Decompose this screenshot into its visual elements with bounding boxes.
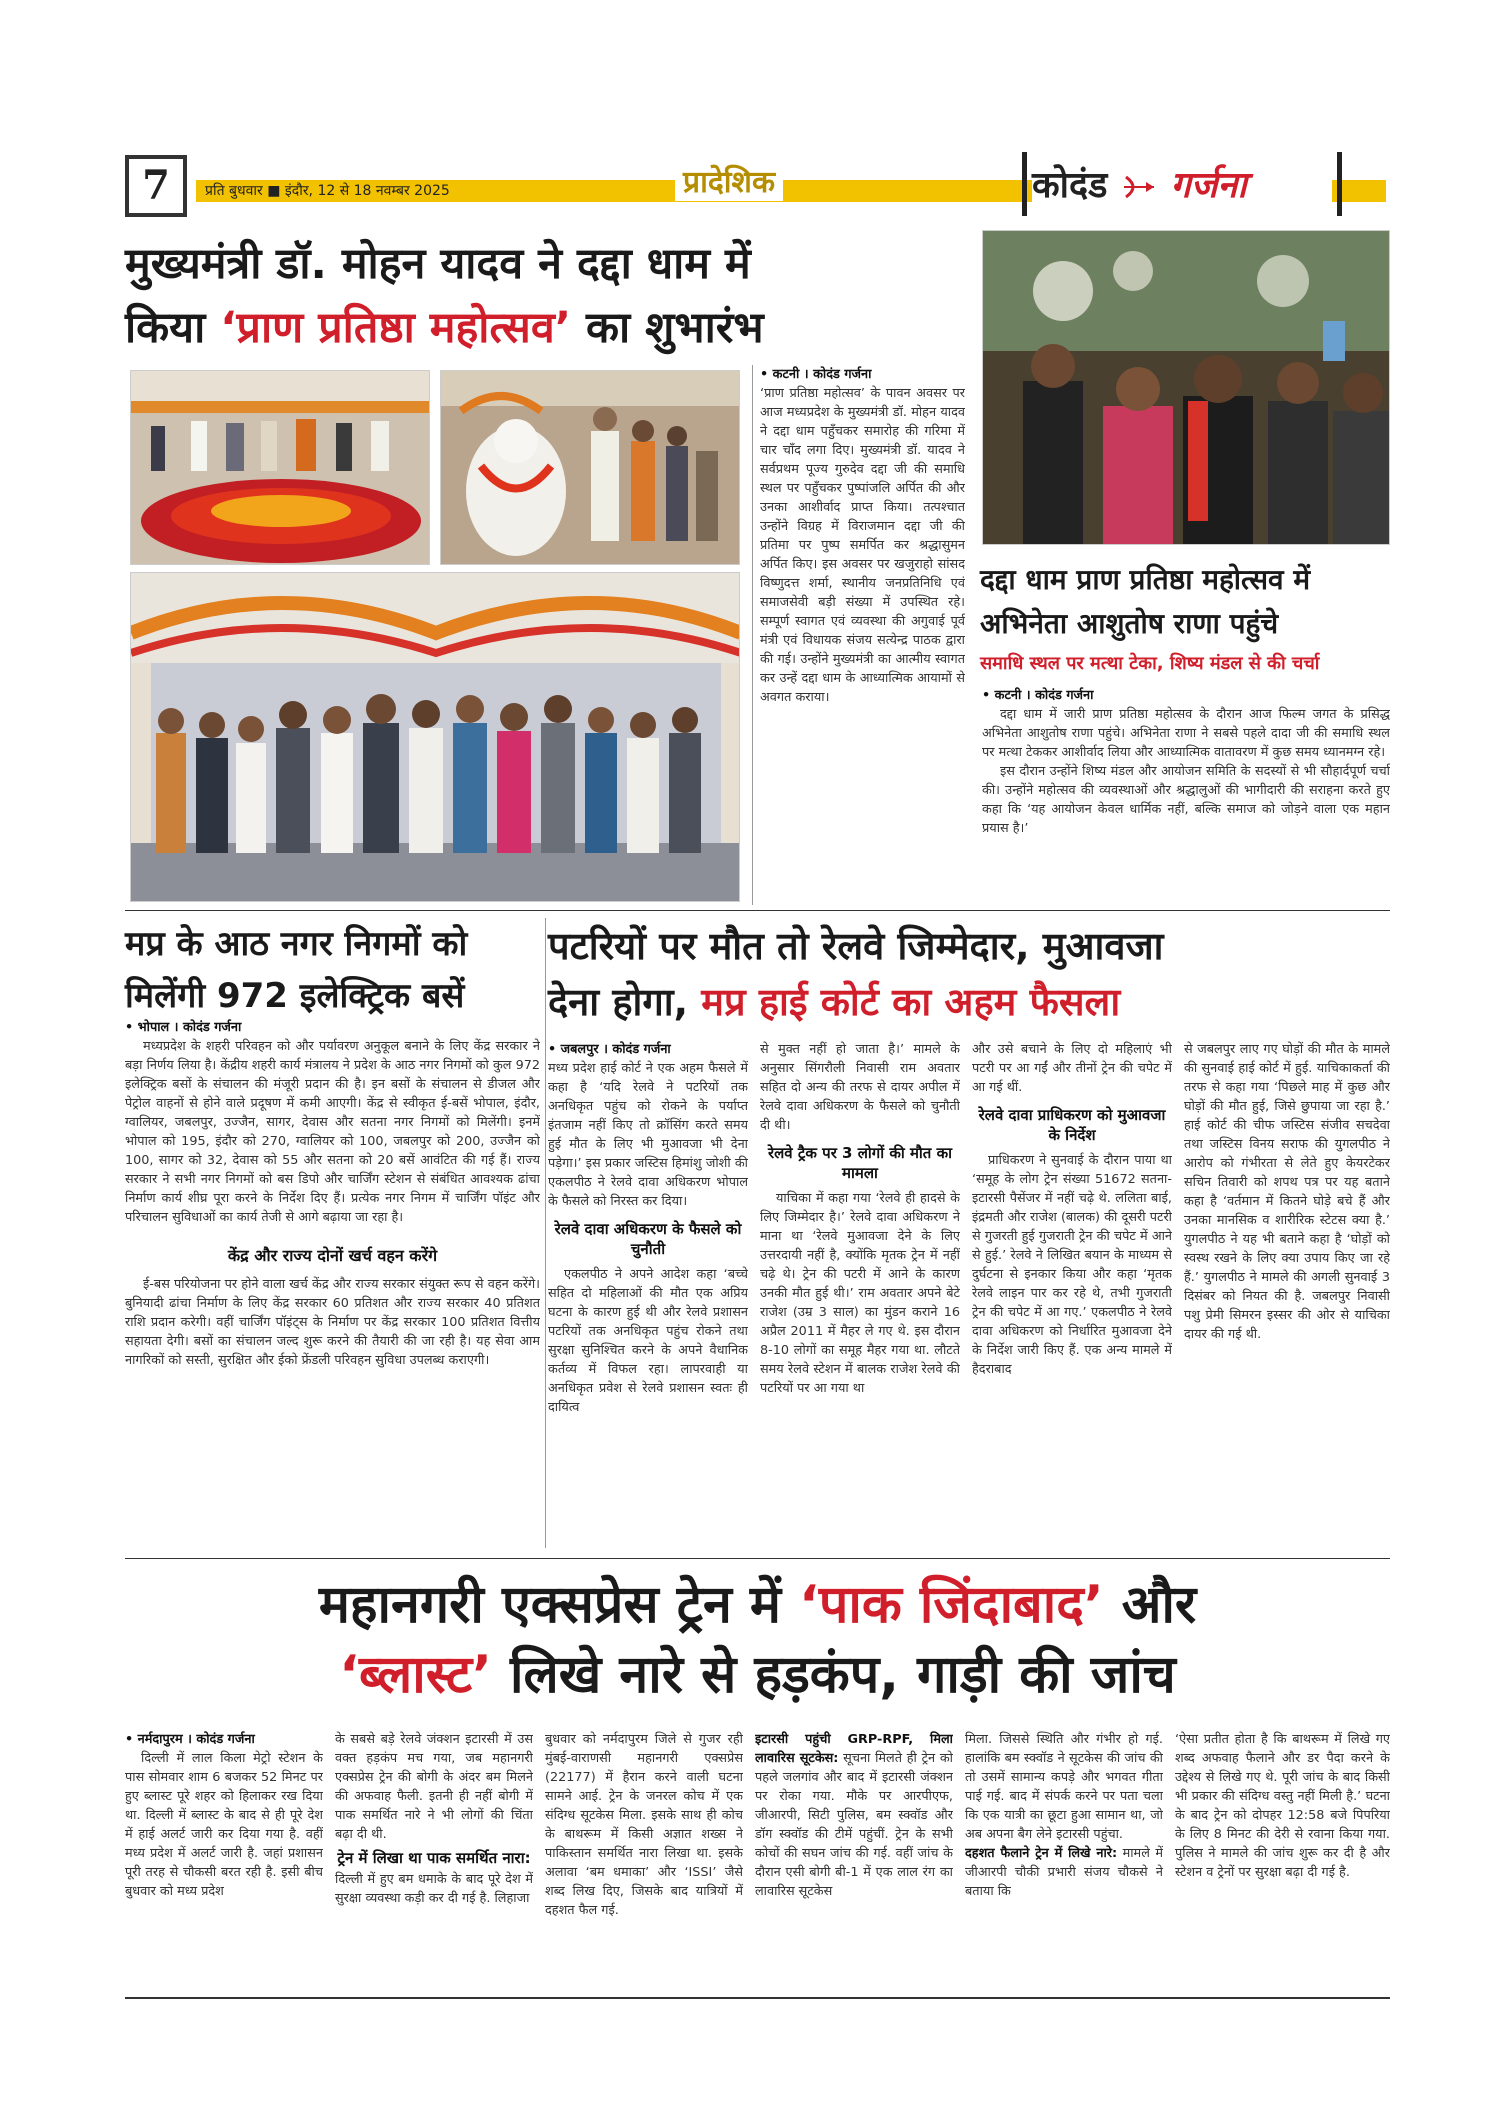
train-col5-text: मिला. जिससे स्थिति और गंभीर हो गई. हालांकि बम स्क्वॉड ने सूटकेस की जांच की तो उसमें सामान्य कपड़े और भगवत गीता पाई गई. बाद में संपर्क करने पर पता चला कि एक यात्री का छूटा हुआ सामान था, जो अब अपना बैग लेने इटारसी पहुंचा.: [965, 1732, 1163, 1842]
lead-story-text: [760, 365, 965, 905]
ebus-headline: मप्र के आठ नगर निगमों को मिलेंगी 972 इलेक्ट्रिक बसें: [125, 924, 468, 1016]
bottom-headline-post2: लिखे नारे से हड़कंप, गाड़ी की जांच: [491, 1645, 1176, 1705]
railway-col1-text2: एकलपीठ ने अपने आदेश कहा ‘बच्चे सहित दो महिलाओं की मौत एक अप्रिय घटना के कारण हुई थी और रेलवे प्रशासन पटरियों तक अनधिकृत पहुंच रोकने तथा सुरक्षा सुनिश्चित करने के अपने वैधानिक कर्तव्य में विफल रहा। लापरवाही या अनधिकृत प्रवेश से रेलवे प्रशासन स्वतः ही दायित्व: [548, 1267, 748, 1415]
train-col2-text2: दिल्ली में हुए बम धमाके के बाद पूरे देश में सुरक्षा व्यवस्था कड़ी कर दी गई है. लिहाजा: [335, 1872, 533, 1906]
brand-divider-right: [1337, 152, 1342, 216]
dateline: प्रति बुधवार ■ इंदौर, 12 से 18 नवम्बर 2025: [205, 183, 450, 199]
railway-col2-subhead: रेलवे ट्रैक पर 3 लोगों की मौत का मामला: [768, 1144, 952, 1182]
train-col6-text: ‘ऐसा प्रतीत होता है कि बाथरूम में लिखे गए शब्द अफवाह फैलाने और डर पैदा करने के उद्देश्य से लिखे गए थे. पूरी जांच के बाद किसी भी प्रकार की संदिग्ध वस्तु नहीं मिली है.’ घटना के बाद ट्रेन को दोपहर 12:58 बजे पिपरिया के लिए 8 मिनट की देरी से रवाना किया गया. पुलिस ने मामले की जांच शुरू कर दी है और स्टेशन व ट्रेनों पर सुरक्षा बढ़ा दी गई है.: [1175, 1732, 1390, 1880]
ebus-subheading: केंद्र और राज्य दोनों खर्च वहन करेंगे: [227, 1246, 438, 1265]
lead-headline-post: का शुभारंभ: [571, 303, 764, 353]
lead-headline-pre: किया: [125, 303, 221, 353]
bottom-headline-red1: ‘पाक जिंदाबाद’: [799, 1575, 1104, 1635]
train-col-1: [125, 1730, 323, 1990]
railway-headline-red: मप्र हाई कोर्ट का अहम फैसला: [701, 980, 1121, 1024]
railway-headline-line1: पटरियों पर मौत तो रेलवे जिम्मेदार, मुआवजा: [548, 924, 1164, 968]
railway-headline: [548, 918, 1388, 1030]
side-para-1: दद्दा धाम में जारी प्राण प्रतिष्ठा महोत्सव के दौरान आज फिल्म जगत के प्रसिद्ध अभिनेता आशुतोष राणा पहुंचे। अभिनेता राणा ने सबसे पहले दादा जी की समाधि स्थल पर मत्था टेककर आशीर्वाद लिया और आध्यात्मिक वातावरण में कुछ समय ध्यानमग्न रहे।: [982, 707, 1390, 760]
section-divider: [125, 1558, 1390, 1559]
column-rule: [545, 918, 546, 1548]
page-number: 7: [125, 155, 187, 217]
ebus-story-text: [125, 1018, 540, 1548]
side-subheadline: समाधि स्थल पर मत्था टेका, शिष्य मंडल से की चर्चा: [980, 653, 1320, 674]
bottom-headline: [125, 1570, 1390, 1710]
railway-col3-text2: प्राधिकरण ने सुनवाई के दौरान पाया था ‘समूह के लोग ट्रेन संख्या 51672 सतना-इटारसी पैसेंजर में नहीं चढ़े थे. ललिता बाई, इंद्रमती और राजेश (बालक) की दूसरी पटरी से गुजरती हुई गुजराती ट्रेन की चपेट में आने से हुई.’ रेलवे ने लिखित बयान के माध्यम से दुर्घटना से इनकार किया और कहा ‘मृतक रेलवे लाइन पार कर रहे थे, तभी गुजराती ट्रेन की चपेट में आ गए.’ एकलपीठ ने रेलवे दावा अधिकरण को निर्धारित मुआवजा देने के निर्देश जारी किए हैं. एक अन्य मामले में हैदराबाद: [972, 1153, 1172, 1377]
bow-arrow-icon: [1122, 174, 1156, 200]
railway-col1-text: मध्य प्रदेश हाई कोर्ट ने एक अहम फैसले में कहा है ‘यदि रेलवे ने पटरियों तक अनधिकृत पहुंच को रोकने के पर्याप्त इंतजाम नहीं किए तो क्रॉसिंग करते समय हुई मौत के लिए भी मुआवजा भी देना पड़ेगा।’ इस प्रकार जस्टिस हिमांशु जोशी की एकलपीठ ने रेलवे दावा अधिकरण भोपाल के फैसले को निरस्त कर दिया।: [548, 1061, 748, 1209]
railway-col2-text: से मुक्त नहीं हो जाता है।’ मामले के अनुसार सिंगरौली निवासी राम अवतार सहित दो अन्य की तरफ से दायर अपील में रेलवे दावा अधिकरण के फैसले को चुनौती दी थी।: [760, 1042, 960, 1133]
bottom-rule: [125, 1997, 1390, 1999]
bottom-headline-pre1: महानगरी एक्सप्रेस ट्रेन में: [318, 1575, 800, 1635]
ebus-para-1: मध्यप्रदेश के शहरी परिवहन को और पर्यावरण अनुकूल बनाने के लिए केंद्र सरकार ने बड़ा निर्णय लिया है। केंद्रीय शहरी कार्य मंत्रालय ने प्रदेश के आठ नगर निगमों को कुल 972 इलेक्ट्रिक बसों के संचालन की मंजूरी प्रदान की है। इन बसों के संचालन से डीजल और पेट्रोल वाहनों से होने वाले प्रदूषण में कमी आएगी। केंद्र से स्वीकृत ई-बसें भोपाल, इंदौर, ग्वालियर, जबलपुर, उज्जैन, सागर, देवास और सतना नगर निगमों को मिलेंगी। इनमें भोपाल को 195, इंदौर को 270, ग्वालियर को 100, जबलपुर को 200, उज्जैन को 100, सागर को 32, देवास को 55 और सतना को 20 बसें आवंटित की गई हैं। राज्य सरकार ने सभी नगर निगमों को बस डिपो और चार्जिंग स्टेशन से संबंधित आवश्यक ढांचा निर्माण कार्य शीघ्र पूरा करने के निर्देश दिए हैं। प्रत्येक नगर निगम में चार्जिंग पॉइंट और परिचालन सुविधाओं का कार्य तेजी से आगे बढ़ाया जा रहा है।: [125, 1039, 540, 1225]
train-col-2: [335, 1730, 533, 1990]
bottom-headline-red2: ‘ब्लास्ट’: [339, 1645, 492, 1705]
train-col-3: [545, 1730, 743, 1990]
side-para-2: इस दौरान उन्होंने शिष्य मंडल और आयोजन समिति के सदस्यों से भी सौहार्दपूर्ण चर्चा की। उन्होंने महोत्सव की व्यवस्थाओं और श्रद्धालुओं की भागीदारी की सराहना करते हुए कहा कि ‘यह आयोजन केवल धार्मिक नहीं, बल्कि समाज को जोड़ने वाला एक महान प्रयास है।’: [982, 764, 1390, 836]
railway-col2-text2: याचिका में कहा गया ‘रेलवे ही हादसे के लिए जिम्मेदार है।’ रेलवे दावा अधिकरण ने माना था ‘रेलवे मुआवजा देने के लिए उत्तरदायी नहीं है, क्योंकि मृतक ट्रेन में नहीं चढ़े थे। ट्रेन की पटरी में आने के कारण उनकी मौत हुई थी।’ राम अवतार अपने बेटे राजेश (उम्र 3 साल) का मुंडन कराने 16 अप्रैल 2011 में मैहर ले गए थे. इस दौरान 8-10 लोगों का समूह मैहर गया था. लौटते समय रेलवे स्टेशन में बालक राजेश रेलवे की पटरियों पर आ गया था: [760, 1191, 960, 1396]
train-col-4: [755, 1730, 953, 1990]
lead-headline-red: ‘प्राण प्रतिष्ठा महोत्सव’: [220, 303, 572, 353]
train-col3-text: बुधवार को नर्मदापुरम जिले से गुजर रही मुंबई-वाराणसी महानगरी एक्सप्रेस (22177) में हैरान करने वाली घटना सामने आई. ट्रेन के जनरल कोच में एक संदिग्ध सूटकेस मिला. इसके साथ ही कोच के बाथरूम में किसी अज्ञात शख्स ने पाकिस्तान समर्थित नारा लिखा था. इसके अलावा ‘बम धमाका’ और ‘ISSI’ जैसे शब्द लिख दिए, जिसके बाद यात्रियों में दहशत फैल गई.: [545, 1732, 743, 1918]
railway-col3-text: और उसे बचाने के लिए दो महिलाएं भी पटरी पर आ गईं और तीनों ट्रेन की चपेट में आ गई थीं.: [972, 1042, 1172, 1095]
train-byline: • नर्मदापुरम । कोदंड गर्जना: [125, 1732, 255, 1747]
railway-col-3: [972, 1040, 1172, 1550]
railway-col4-text: से जबलपुर लाए गए घोड़ों की मौत के मामले की सुनवाई हाई कोर्ट में हुई. याचिकाकर्ता की तरफ से कहा गया ‘पिछले माह में कुछ और घोड़ों की मौत हुई, जिसे छुपाया जा रहा है.’ हाई कोर्ट की चीफ जस्टिस संजीव सचदेवा तथा जस्टिस विनय सराफ की युगलपीठ ने आरोप को गंभीरता से लेते हुए केयरटेकर सचिन तिवारी को शपथ पत्र पर यह बताने कहा है ‘वर्तमान में कितने घोड़े बचे हैं और उनका मानसिक व शारीरिक स्टेटस क्या है.’ युगलपीठ ने यह भी बताने कहा है ‘घोड़ों को स्वस्थ रखने के लिए क्या उपाय किए जा रहे हैं.’ युगलपीठ ने मामले की अगली सुनवाई 3 दिसंबर को नियत की है. जबलपुर निवासी पशु प्रेमी सिमरन इस्सर की ओर से याचिका दायर की गई थी.: [1184, 1042, 1390, 1342]
bottom-headline-post1: और: [1103, 1575, 1197, 1635]
railway-col-2: [760, 1040, 960, 1550]
photo-actor-ashutosh-rana: [982, 230, 1390, 545]
train-col4-text: सूचना मिलते ही ट्रेन को पहले जलगांव और बाद में इटारसी जंक्शन पर रोका गया. मौके पर आरपीएफ, जीआरपी, सिटी पुलिस, बम स्क्वॉड और डॉग स्क्वॉड की टीमें पहुंचीं. ट्रेन के सभी कोचों की सघन जांच की गई. वहीं जांच के दौरान एसी बोगी बी-1 में एक लाल रंग का लावारिस सूटकेस: [755, 1751, 953, 1899]
lead-headline: [125, 232, 980, 360]
train-col5-text2: मामले में जीआरपी चौकी प्रभारी संजय चौकसे ने बताया कि: [965, 1846, 1163, 1899]
train-col-6: [1175, 1730, 1390, 1990]
ebus-para-2: ई-बस परियोजना पर होने वाला खर्च केंद्र और राज्य सरकार संयुक्त रूप से वहन करेंगे। बुनियादी ढांचा निर्माण के लिए केंद्र सरकार 60 प्रतिशत और राज्य सरकार 40 प्रतिशत राशि प्रदान करेगी। वहीं चार्जिंग पॉइंट्स के निर्माण पर केंद्र सरकार 100 प्रतिशत वित्तीय सहायता देगी। बसों का संचालन जल्द शुरू करने की तैयारी की जा रही है। यह सेवा आम नागरिकों को सस्ती, सुरक्षित और ईको फ्रेंडली परिवहन सुविधा उपलब्ध कराएगी।: [125, 1277, 540, 1368]
photo-idol-worship: [440, 370, 740, 565]
side-byline: • कटनी । कोदंड गर्जना: [982, 688, 1094, 703]
section-divider: [125, 910, 1390, 911]
brand-divider-left: [1022, 152, 1027, 216]
train-col-5: [965, 1730, 1163, 1990]
railway-col1-subhead: रेलवे दावा अधिकरण के फैसले को चुनौती: [554, 1220, 742, 1258]
railway-col3-subhead: रेलवे दावा प्राधिकरण को मुआवजा के निर्देश: [978, 1106, 1166, 1144]
section-title: प्रादेशिक: [675, 160, 783, 201]
lead-body: ‘प्राण प्रतिष्ठा महोत्सव’ के पावन अवसर पर आज मध्यप्रदेश के मुख्यमंत्री डॉ. मोहन यादव ने दद्दा धाम पहुँचकर समारोह की गरिमा में चार चाँद लगा दिए। मुख्यमंत्री डॉ. यादव ने सर्वप्रथम पूज्य गुरुदेव दद्दा जी की समाधि स्थल पर पहुँचकर पुष्पांजलि अर्पित की और उनका आशीर्वाद प्राप्त किया। तत्पश्चात उन्होंने विग्रह में विराजमान दद्दा जी की प्रतिमा पर पुष्प समर्पित कर श्रद्धासुमन अर्पित किए। इस अवसर पर खजुराहो सांसद विष्णुदत्त शर्मा, स्थानीय जनप्रतिनिधि एवं समाजसेवी बड़ी संख्या में उपस्थित रहे। सम्पूर्ण स्वागत एवं व्यवस्था की अगुवाई पूर्व मंत्री एवं विधायक संजय सत्येन्द्र पाठक द्वारा की गई। उन्होंने मुख्यमंत्री का आत्मीय स्वागत कर उन्हें दद्दा धाम के आध्यात्मिक आयामों से अवगत कराया।: [760, 386, 965, 705]
railway-headline-pre: देना होगा,: [548, 980, 702, 1024]
train-col4-subhead: इटारसी पहुंची GRP-RPF, मिला लावारिस सूटकेस:: [755, 1732, 953, 1766]
brand-name-part1: कोदंड: [1032, 165, 1108, 206]
train-col5-subhead: दहशत फैलाने ट्रेन में लिखे नारे:: [965, 1846, 1118, 1861]
train-col2-subhead: ट्रेन में लिखा था पाक समर्थित नारा:: [337, 1849, 531, 1867]
lead-byline: • कटनी । कोदंड गर्जना: [760, 367, 872, 382]
lead-headline-line1: मुख्यमंत्री डॉ. मोहन यादव ने दद्दा धाम में: [125, 239, 751, 289]
brand-name-part2: गर्जना: [1170, 165, 1247, 206]
photo-leaders-group: [130, 572, 740, 902]
railway-col-1: [548, 1040, 748, 1550]
side-story-text: [982, 686, 1390, 906]
side-headline: दद्दा धाम प्राण प्रतिष्ठा महोत्सव में अभिनेता आशुतोष राणा पहुंचे: [980, 563, 1311, 640]
photo-samadhi-flowers: [130, 370, 430, 565]
train-col2-text: के सबसे बड़े रेलवे जंक्शन इटारसी में उस वक्त हड़कंप मच गया, जब महानगरी एक्सप्रेस ट्रेन की बोगी के अंदर बम मिलने की अफवाह फैली. इतनी ही नहीं बोगी में पाक समर्थित नारे ने भी लोगों की चिंता बढ़ा दी थी.: [335, 1732, 533, 1842]
ebus-byline: • भोपाल । कोदंड गर्जना: [125, 1020, 242, 1035]
railway-col-4: [1184, 1040, 1390, 1550]
brand-logo: [1032, 160, 1332, 212]
column-rule: [752, 365, 753, 905]
train-col1-text: दिल्ली में लाल किला मेट्रो स्टेशन के पास सोमवार शाम 6 बजकर 52 मिनट पर हुए ब्लास्ट पूरे शहर को हिलाकर रख दिया था. दिल्ली में ब्लास्ट के बाद से ही पूरे देश में हाई अलर्ट जारी कर दिया गया है. वहीं मध्य प्रदेश में अलर्ट जारी है. जहां प्रशासन पूरी तरह से चौकसी बरत रही है. इसी बीच बुधवार को मध्य प्रदेश: [125, 1751, 323, 1899]
railway-byline: • जबलपुर । कोदंड गर्जना: [548, 1042, 671, 1057]
